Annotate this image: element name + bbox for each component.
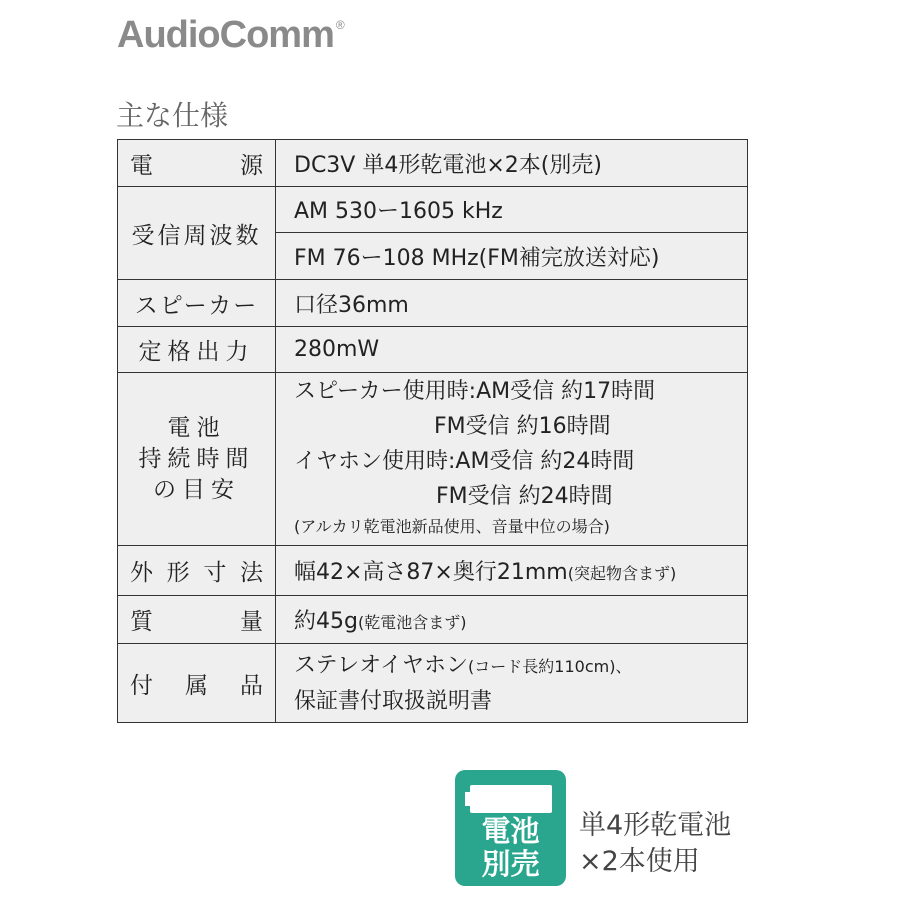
label-char: 源	[240, 152, 263, 179]
spec-label-frequency: 受信周波数	[118, 187, 276, 280]
spec-value-speaker: 口径36mm	[276, 280, 748, 327]
label-char: 形	[166, 560, 190, 586]
spec-row-speaker	[118, 280, 748, 327]
accessories-line: 保証書付取扱説明書	[294, 688, 493, 714]
section-title: 主な仕様	[116, 99, 229, 132]
battery-life-label-line: 電池	[167, 414, 226, 441]
label-char: 電	[130, 152, 153, 179]
label-char: 量	[240, 609, 263, 635]
accessories-note: (コード長約110cm)、	[468, 656, 632, 676]
spec-label-weight	[118, 596, 276, 644]
spec-row-weight	[118, 596, 748, 644]
spec-row-accessories	[118, 644, 748, 723]
spec-table	[117, 139, 748, 723]
battery-usage-line: ×2本使用	[579, 846, 700, 877]
battery-life-note: (アルカリ乾電池新品使用、音量中位の場合)	[294, 517, 610, 536]
brand-logo	[117, 14, 344, 57]
weight-value: 約45g	[294, 609, 358, 634]
accessories-item: ステレオイヤホン	[294, 652, 469, 678]
spec-value-battery-life	[276, 373, 748, 546]
spec-row-dimensions	[118, 546, 748, 596]
registered-mark: ®	[335, 18, 344, 32]
spec-row-battery-life	[118, 373, 748, 546]
spec-label-speaker: スピーカー	[118, 280, 276, 327]
spec-label-battery-life	[118, 373, 276, 546]
spec-value-fm: FM 76ー108 MHz(FM補完放送対応)	[276, 233, 748, 280]
label-char: 品	[240, 672, 263, 699]
label-char: 外	[130, 560, 153, 586]
label-char: 寸	[203, 560, 227, 586]
spec-label-dimensions	[118, 546, 276, 596]
battery-life-line: FM受信 約24時間	[436, 484, 613, 509]
badge-text	[455, 815, 566, 881]
battery-life-line: FM受信 約16時間	[434, 414, 611, 439]
battery-sold-separately-badge	[455, 770, 566, 886]
label-char: 付	[130, 672, 153, 699]
battery-icon	[470, 785, 552, 813]
spec-label-output: 定格出力	[118, 327, 276, 373]
spec-value-power: DC3V 単4形乾電池×2本(別売)	[276, 140, 748, 187]
battery-life-line: スピーカー使用時:AM受信 約17時間	[294, 379, 656, 404]
badge-line: 電池	[481, 814, 540, 848]
dimensions-value: 幅42×高さ87×奥行21mm	[294, 560, 568, 585]
battery-usage-line: 単4形乾電池	[579, 810, 732, 841]
spec-label-accessories	[118, 644, 276, 723]
spec-value-weight	[276, 596, 748, 644]
spec-value-dimensions	[276, 546, 748, 596]
brand-name: AudioComm	[117, 14, 334, 56]
spec-value-am: AM 530ー1605 kHz	[276, 187, 748, 233]
badge-line: 別売	[481, 847, 540, 881]
weight-note: (乾電池含まず)	[357, 613, 467, 632]
label-char: 質	[130, 609, 153, 635]
battery-life-label-line: の目安	[153, 476, 240, 503]
battery-life-line: イヤホン使用時:AM受信 約24時間	[294, 449, 635, 474]
spec-row-power	[118, 140, 748, 187]
label-char: 属	[185, 672, 208, 699]
battery-life-label-line: 持続時間	[138, 445, 255, 472]
spec-label-power	[118, 140, 276, 187]
spec-value-accessories	[276, 644, 748, 723]
dimensions-note: (突起物含まず)	[567, 564, 677, 583]
label-char: 法	[239, 560, 263, 586]
spec-row-frequency-am	[118, 187, 748, 233]
battery-usage-note	[579, 808, 731, 880]
spec-row-output	[118, 327, 748, 373]
spec-value-output: 280mW	[276, 327, 748, 373]
accessories-line	[294, 648, 747, 684]
